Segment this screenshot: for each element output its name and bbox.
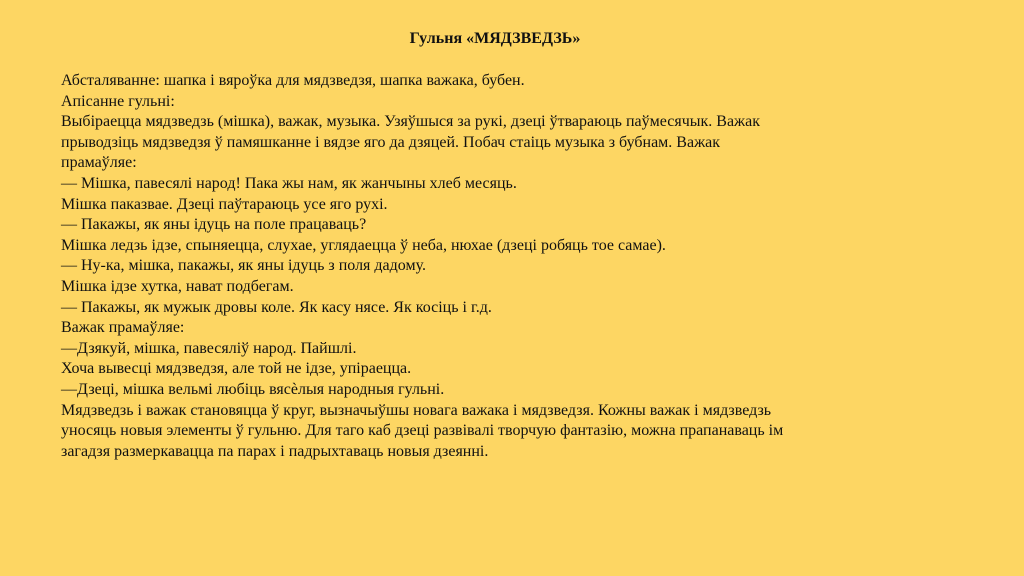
text-line: —Дзякуй, мішка, павесяліў народ. Пайшлі. (61, 339, 357, 357)
text-line: Мядзведзь і важак становяцца ў круг, вызначыўшы новага важака і мядзведзя. Кожны важак і мядзведзь (61, 401, 772, 419)
text-line: Выбіраецца мядзведзь (мішка), важак, музыка. Узяўшыся за рукі, дзеці ўтвараюць паўмесячык. Важак (61, 113, 760, 131)
text-line: Мішка ледзь ідзе, спыняецца, слухае, углядаецца ў неба, нюхае (дзеці робяць тое самае). (61, 236, 666, 254)
text-line: Мішка ідзе хутка, нават подбегам. (61, 277, 294, 295)
text-line: —Дзеці, мішка вельмі любіць вясѐлыя народныя гульні. (61, 380, 445, 398)
text-line: Мішка паказвае. Дзеці паўтараюць усе яго рухі. (61, 195, 388, 213)
text-line: загадзя размеркавацца па парах і падрыхтаваць новыя дзеянні. (61, 442, 489, 460)
text-line: — Пакажы, як мужык дровы коле. Як касу нясе. Як косіць і г.д. (61, 298, 492, 316)
text-line: Апісанне гульні: (61, 92, 175, 110)
text-line: — Ну-ка, мішка, пакажы, як яны ідуць з поля дадому. (61, 257, 427, 275)
text-line: — Мішка, павесялі народ! Пака жы нам, як жанчыны хлеб месяць. (61, 174, 517, 192)
page-title: Гульня «МЯДЗВЕДЗЬ» (409, 30, 581, 47)
game-description (61, 71, 961, 462)
text-line: Хоча вывесці мядзведзя, але той не ідзе, упіраецца. (61, 360, 412, 378)
text-line: — Пакажы, як яны ідуць на поле працаваць? (61, 216, 367, 234)
text-line: прыводзіць мядзведзя ў памяшканне і вядзе яго да дзяцей. Побач стаіць музыка з бубнам. Важак (61, 133, 721, 151)
text-line: Абсталяванне: шапка і вяроўка для мядзведзя, шапка важака, бубен. (61, 72, 525, 89)
text-line: прамаўляе: (61, 154, 137, 172)
text-line: Важак прамаўляе: (61, 319, 185, 337)
text-line: уносяць новыя элементы ў гульню. Для таго каб дзеці развівалі творчую фантазію, можна прапанаваць ім (61, 422, 784, 440)
